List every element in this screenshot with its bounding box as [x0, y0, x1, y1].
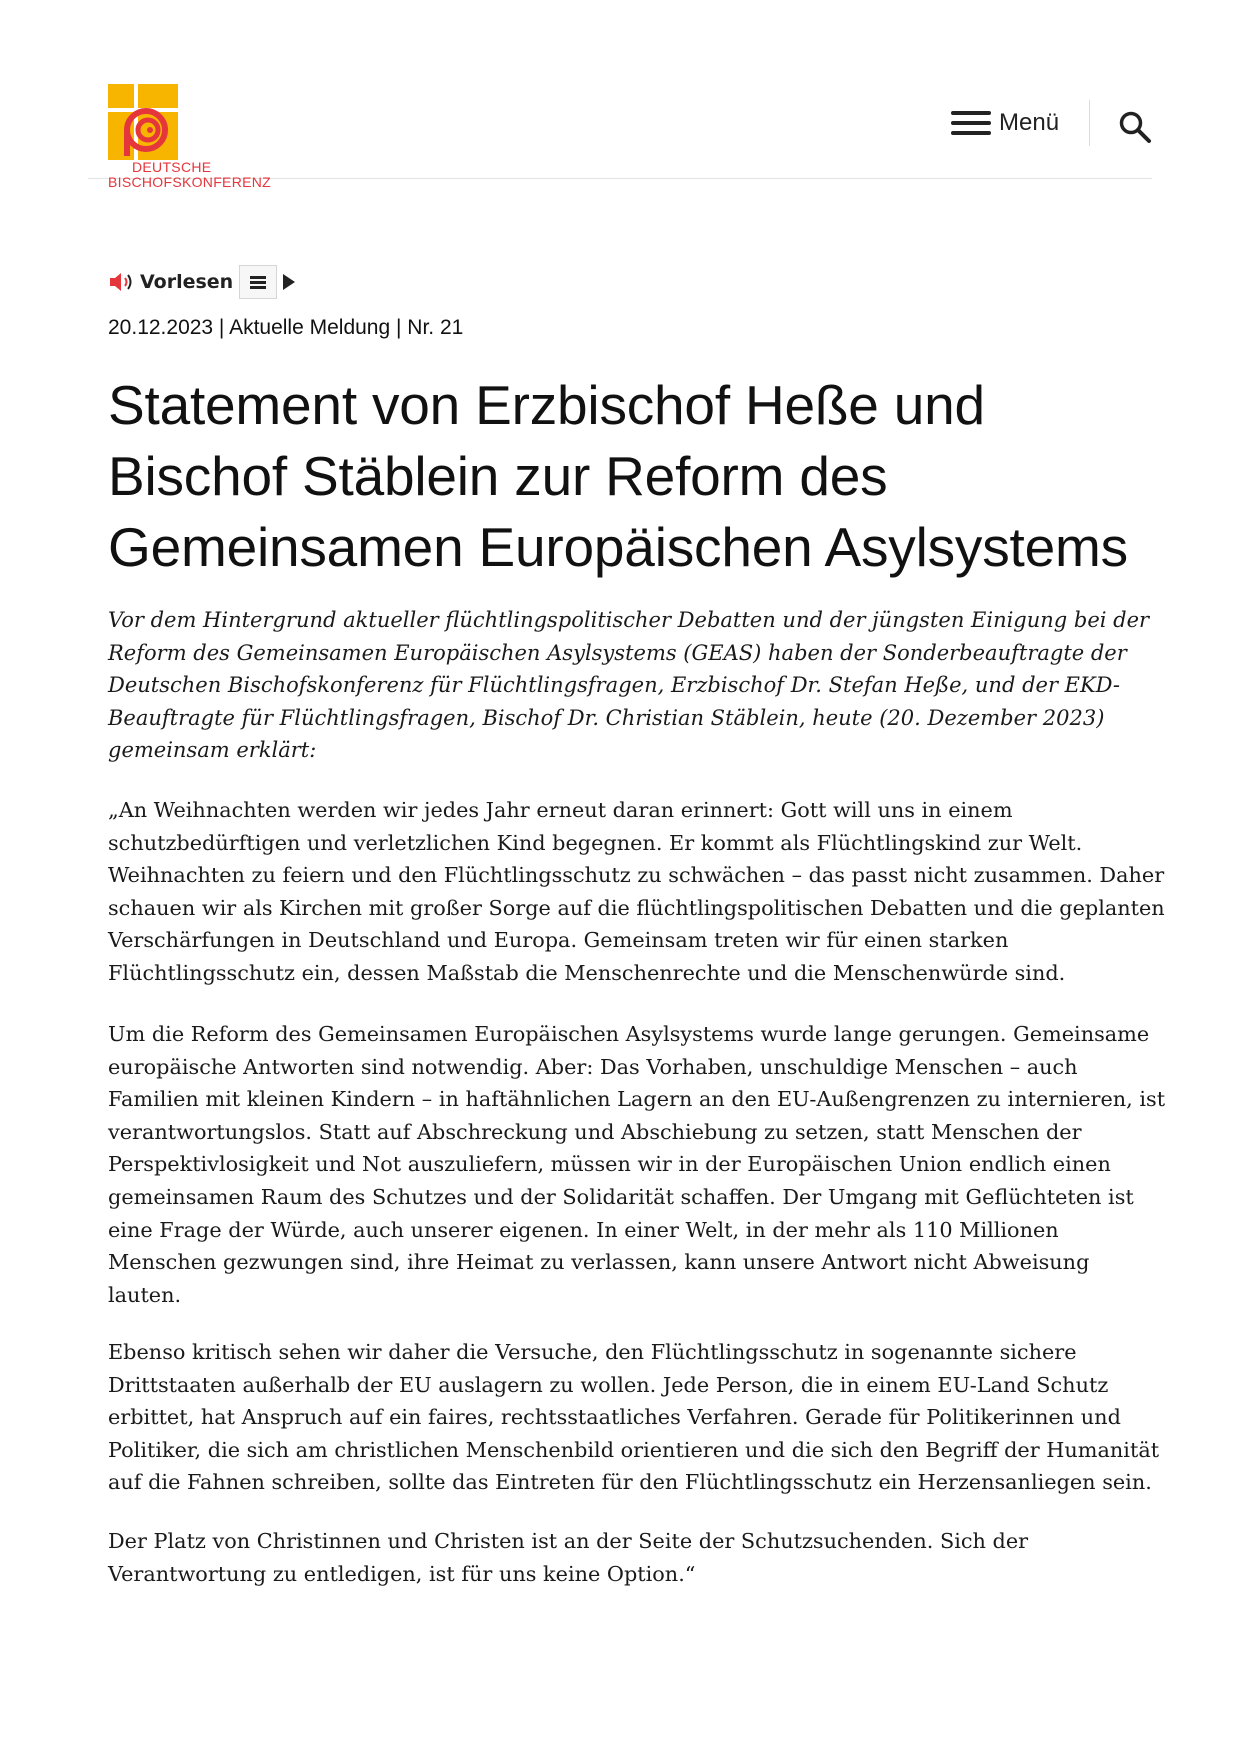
article-lead: Vor dem Hintergrund aktueller flüchtlingspolitischer Debatten und der jüngsten Einigung bei der Reform des Gemeinsamen Europäischen Asylsystems (GEAS) haben der Sonderbeauftragte der Deutschen Bischofskonferenz für Flüchtlingsfragen, Erzbischof Dr. Stefan Heße, und der EKD-Beauftragte für Flüchtlingsfragen, Bischof Dr. Christian Stäblein, heute (20. Dezember 2023) gemeinsam erklärt: [108, 608, 1150, 763]
logo-mark-icon [108, 84, 178, 160]
logo-line2: BISCHOFSKONFERENZ [108, 174, 272, 190]
header-divider [1089, 100, 1090, 146]
logo[interactable] [108, 84, 308, 190]
logo-line1: DEUTSCHE [132, 159, 212, 175]
article-paragraph: „An Weihnachten werden wir jedes Jahr erneut daran erinnert: Gott will uns in einem schutzbedürftigen und verletzlichen Kind begegnen. Er kommt als Flüchtlingskind zur Welt. Weihnachten zu feiern und den Flüchtlingsschutz zu schwächen – das passt nicht zusammen. Daher schauen wir als Kirchen mit großer Sorge auf die flüchtlingspolitischen Debatten und die geplanten Verschärfungen in Deutschland und Europa. Gemeinsam treten wir für einen starken Flüchtlingsschutz ein, dessen Maßstab die Menschenrechte und die Menschenwürde sind. [108, 798, 1165, 985]
article-paragraph: Der Platz von Christinnen und Christen ist an der Seite der Schutzsuchenden. Sich der Verantwortung zu entledigen, ist für uns keine Option.“ [108, 1529, 1029, 1586]
logo-text [108, 160, 271, 190]
read-aloud-settings-button[interactable] [239, 265, 277, 299]
speaker-icon[interactable] [108, 271, 136, 293]
menu-button[interactable] [951, 106, 1059, 140]
read-aloud-button[interactable]: Vorlesen [140, 271, 234, 293]
read-aloud-bar [108, 264, 295, 300]
article-paragraph: Um die Reform des Gemeinsamen Europäischen Asylsystems wurde lange gerungen. Gemeinsame europäische Antworten sind notwendig. Aber: Das Vorhaben, unschuldige Menschen – auch Familien mit kleinen Kindern – in haftähnlichen Lagern an den EU-Außengrenzen zu internieren, ist verantwortungslos. Statt auf Abschreckung und Abschiebung zu setzen, statt Menschen der Perspektivlosigkeit und Not auszuliefern, müssen wir in der Europäischen Union endlich einen gemeinsamen Raum des Schutzes und der Solidarität schaffen. Der Umgang mit Geflüchteten ist eine Frage der Würde, auch unserer eigenen. In einer Welt, in der mehr als 110 Millionen Menschen gezwungen sind, ihre Heimat zu verlassen, kann unsere Antwort nicht Abweisung lauten. [108, 1022, 1166, 1307]
menu-label: Menü [999, 109, 1060, 136]
article-paragraph: Ebenso kritisch sehen wir daher die Versuche, den Flüchtlingsschutz in sogenannte sichere Drittstaaten außerhalb der EU auslagern zu wollen. Jede Person, die in einem EU-Land Schutz erbittet, hat Anspruch auf ein faires, rechtsstaatliches Verfahren. Gerade für Politikerinnen und Politiker, die sich am christlichen Menschenbild orientieren und die sich den Begriff der Humanität auf die Fahnen schreiben, sollte das Eintreten für den Flüchtlingsschutz ein Herzensanliegen sein. [108, 1340, 1160, 1495]
article-title: Statement von Erzbischof Heße und Bischof Stäblein zur Reform des Gemeinsamen Europäischen Asylsystems [108, 374, 1128, 578]
hamburger-icon [951, 109, 991, 137]
article-meta: 20.12.2023 | Aktuelle Meldung | Nr. 21 [108, 316, 464, 339]
site-header [88, 60, 1152, 190]
play-icon[interactable] [283, 274, 295, 290]
list-menu-icon [250, 274, 266, 291]
search-icon[interactable] [1118, 110, 1152, 144]
